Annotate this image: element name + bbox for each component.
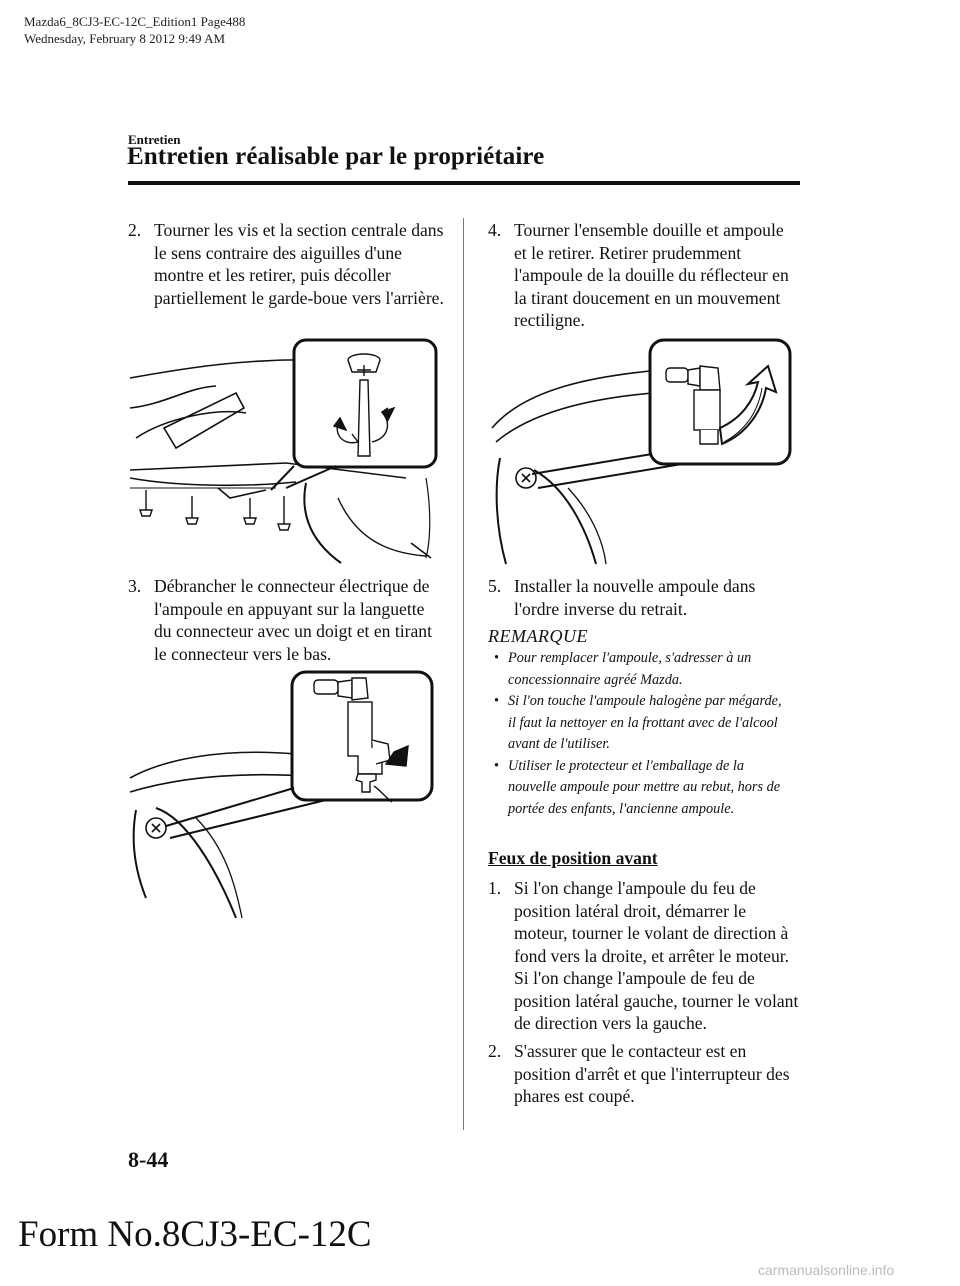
bullet-icon: •: [494, 757, 500, 774]
step-5: [488, 575, 800, 620]
watermark: carmanualsonline.info: [758, 1262, 895, 1278]
step-number: 1.: [488, 878, 502, 898]
step-number: 2.: [128, 220, 142, 240]
section-label: Entretien: [128, 132, 181, 147]
page-number: 8-44: [128, 1147, 169, 1172]
form-number: Form No.8CJ3-EC-12C: [18, 1214, 372, 1255]
subsection-heading: Feux de position avant: [488, 848, 658, 868]
step-text: Installer la nouvelle ampoule dans l'ordre inverse du retrait.: [514, 576, 756, 619]
date-line: Wednesday, February 8 2012 9:49 AM: [24, 31, 226, 46]
step-text: Tourner l'ensemble douille et ampoule et le retirer. Retirer prudemment l'ampoule de la douille du réflecteur en la tirant doucement en un mouvement rectiligne.: [514, 220, 789, 330]
note-item: • Si l'on touche l'ampoule halogène par mégarde, il faut la nettoyer en la frottant avec de l'alcool avant de l'utiliser.: [494, 693, 782, 752]
illustration-fender-screws: [126, 338, 441, 568]
step-number: 4.: [488, 220, 502, 240]
step-3: [128, 575, 446, 665]
step-number: 3.: [128, 576, 142, 596]
position-light-step-2: [488, 1040, 800, 1108]
column-divider: [463, 218, 464, 1130]
bullet-icon: •: [494, 650, 500, 666]
step-text: S'assurer que le contacteur est en position d'arrêt et que l'interrupteur des phares est coupé.: [514, 1041, 790, 1106]
bullet-icon: •: [494, 693, 500, 709]
note-item: • Pour remplacer l'ampoule, s'adresser à un concessionnaire agréé Mazda.: [494, 650, 752, 688]
page-title: Entretien réalisable par le propriétaire: [127, 143, 545, 170]
step-text: Débrancher le connecteur électrique de l'ampoule en appuyant sur la languette du connecteur avec un doigt et en tirant le connecteur vers le bas.: [154, 576, 432, 664]
step-text: Si l'on change l'ampoule du feu de position latéral droit, démarrer le moteur, tourner le volant de direction à fond vers la droite, et arrêter le moteur. Si l'on change l'ampoule de feu de position latéral gauche, tourner le volant de direction vers la gauche.: [514, 878, 799, 1033]
note-list: [488, 648, 793, 820]
step-4: [488, 219, 800, 332]
illustration-bulb-connector: [126, 668, 436, 918]
step-number: 2.: [488, 1041, 502, 1061]
step-2: [128, 219, 446, 309]
note-item: • Utiliser le protecteur et l'emballage de la nouvelle ampoule pour mettre au rebut, hors de portée des enfants, l'ancienne ampoule.: [494, 757, 781, 817]
position-light-step-1: [488, 877, 800, 1035]
print-metadata: [24, 13, 245, 47]
file-line: Mazda6_8CJ3-EC-12C_Edition1 Page488: [24, 14, 246, 29]
illustration-bulb-removal: [486, 338, 796, 566]
step-number: 5.: [488, 576, 502, 596]
step-text: Tourner les vis et la section centrale dans le sens contraire des aiguilles d'une montre et les retirer, puis décoller partiellement le garde-boue vers l'arrière.: [154, 220, 444, 308]
title-rule: [128, 181, 800, 185]
note-title: REMARQUE: [488, 626, 588, 646]
